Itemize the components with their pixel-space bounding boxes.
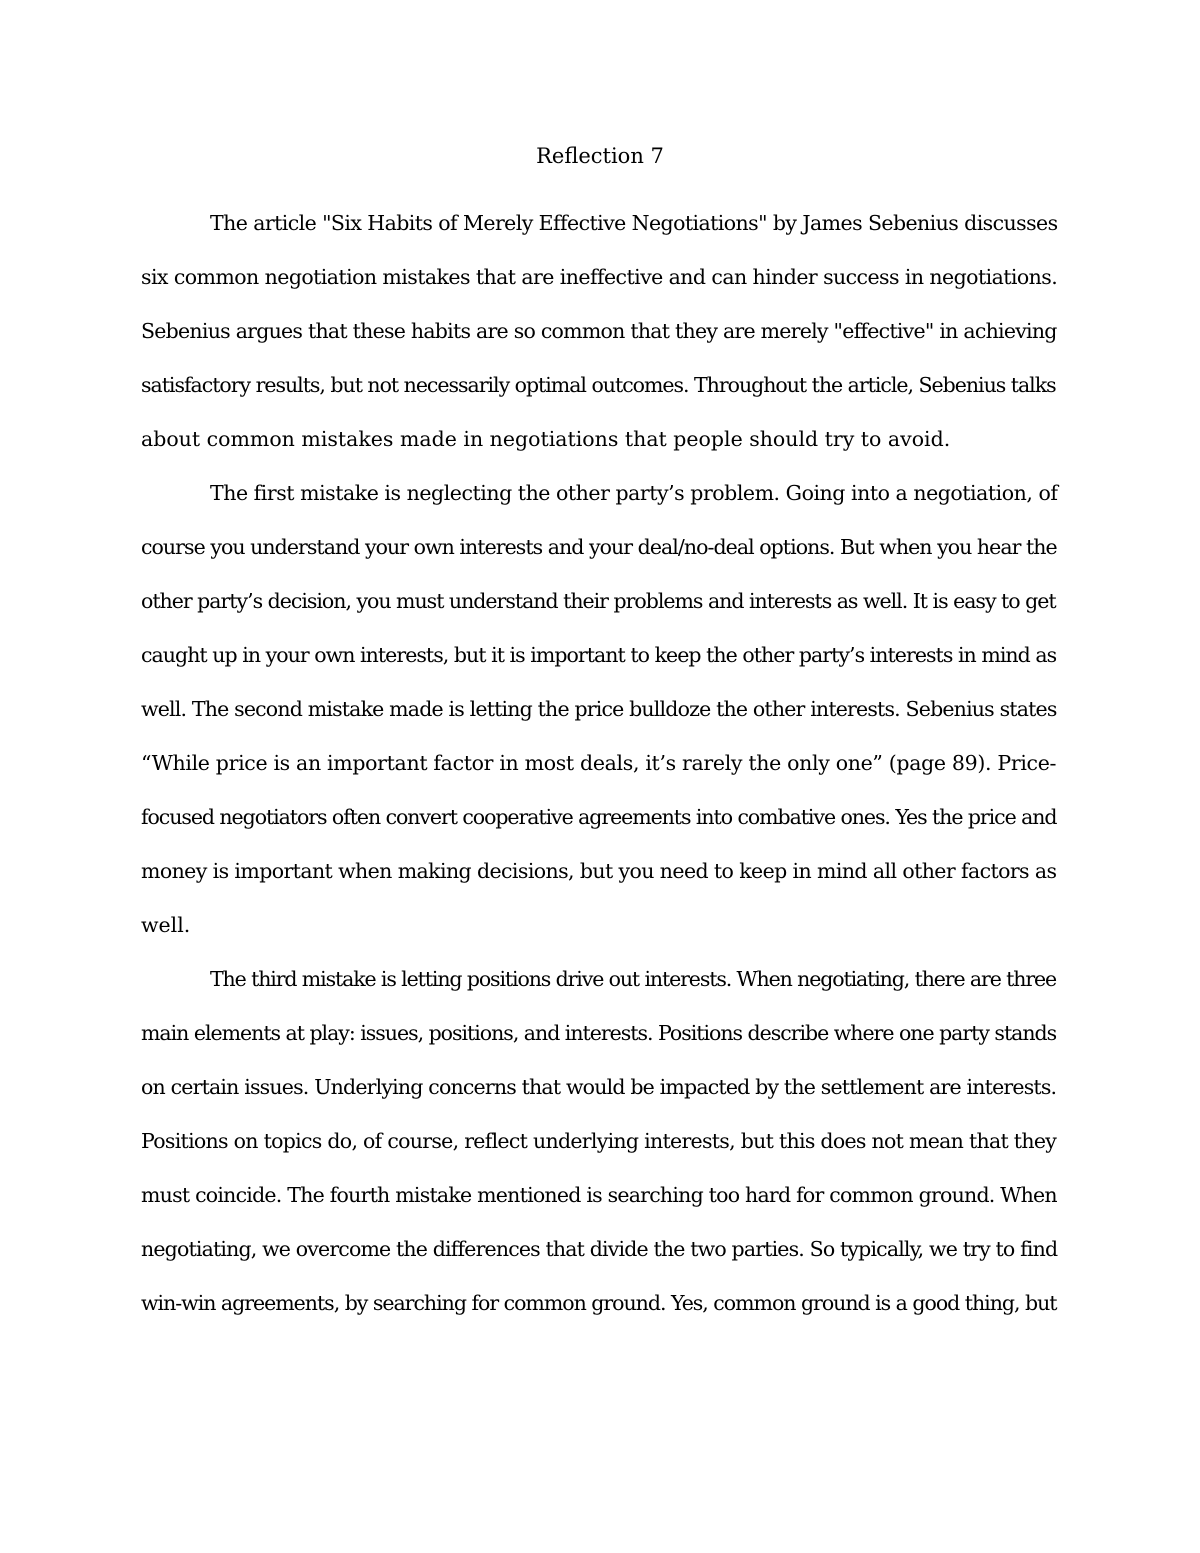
text-line: The first mistake is neglecting the other party’s problem. Going into a negotiation, of [210,481,1058,505]
text-line: win-win agreements, by searching for common ground. Yes, common ground is a good thing, but [141,1291,1057,1315]
document-body [141,196,1061,1330]
text-line: The article "Six Habits of Merely Effective Negotiations" by James Sebenius discusses [210,211,1058,235]
text-line: other party’s decision, you must understand their problems and interests as well. It is easy to get [141,589,1056,613]
text-line: course you understand your own interests and your deal/no-deal options. But when you hear the [141,535,1057,559]
text-line: well. [141,913,191,937]
text-line: caught up in your own interests, but it is important to keep the other party’s interests in mind as [141,643,1057,667]
text-line: must coincide. The fourth mistake mentioned is searching too hard for common ground. When [141,1183,1057,1207]
text-line: Positions on topics do, of course, reflect underlying interests, but this does not mean that they [141,1129,1057,1153]
text-line: “While price is an important factor in most deals, it’s rarely the only one” (page 89). Price- [141,751,1057,775]
page-title: Reflection 7 [536,144,664,168]
text-line: well. The second mistake made is letting the price bulldoze the other interests. Sebenius states [141,697,1057,721]
text-line: satisfactory results, but not necessarily optimal outcomes. Throughout the article, Sebenius talks [141,373,1056,397]
text-line: focused negotiators often convert cooperative agreements into combative ones. Yes the price and [141,805,1057,829]
text-line: Sebenius argues that these habits are so common that they are merely "effective" in achieving [141,319,1057,343]
text-line: money is important when making decisions, but you need to keep in mind all other factors as [141,859,1057,883]
text-line: about common mistakes made in negotiations that people should try to avoid. [141,427,951,451]
text-line: main elements at play: issues, positions, and interests. Positions describe where one party stands [141,1021,1057,1045]
text-line: The third mistake is letting positions drive out interests. When negotiating, there are three [210,967,1057,991]
text-line: negotiating, we overcome the differences that divide the two parties. So typically, we try to find [141,1237,1058,1261]
text-line: six common negotiation mistakes that are ineffective and can hinder success in negotiations. [141,265,1058,289]
text-line: on certain issues. Underlying concerns that would be impacted by the settlement are interests. [141,1075,1057,1099]
